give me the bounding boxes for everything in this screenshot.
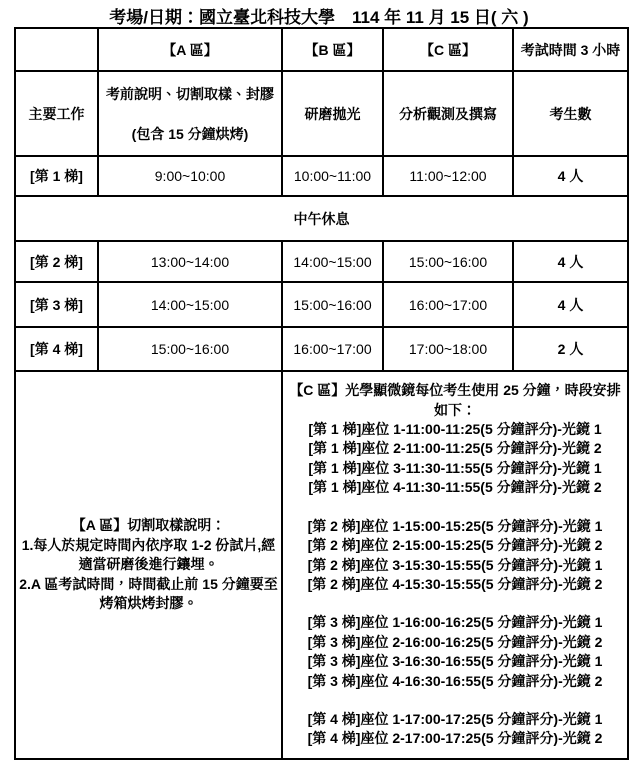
- batch-2-row: [15, 241, 628, 282]
- schedule-line: [第 2 梯]座位 4-15:30-15:55(5 分鐘評分)-光鏡 2: [307, 575, 603, 592]
- schedule-line: [第 2 梯]座位 1-15:00-15:25(5 分鐘評分)-光鏡 1: [307, 517, 603, 534]
- exam-schedule-table: [14, 27, 629, 760]
- zone-c-note-cell: [282, 371, 628, 759]
- zone-c-batch-3-schedule: [285, 613, 625, 691]
- batch-1-count: 4 人: [513, 156, 628, 196]
- batch-1-zone-a-time: 9:00~10:00: [98, 156, 282, 196]
- batch-4-row: [15, 327, 628, 371]
- schedule-line: [第 1 梯]座位 3-11:30-11:55(5 分鐘評分)-光鏡 1: [308, 459, 602, 476]
- batch-4-label: [第 4 梯]: [15, 327, 98, 371]
- zone-a-note-title: 【A 區】切割取樣說明：: [71, 517, 226, 534]
- schedule-line: [第 3 梯]座位 3-16:30-16:55(5 分鐘評分)-光鏡 1: [307, 653, 603, 670]
- work-zone-c-cell: 分析觀測及撰寫: [383, 71, 513, 156]
- batch-2-count: 4 人: [513, 241, 628, 282]
- schedule-line: [第 2 梯]座位 3-15:30-15:55(5 分鐘評分)-光鏡 1: [307, 556, 603, 573]
- schedule-line: [第 3 梯]座位 2-16:00-16:25(5 分鐘評分)-光鏡 2: [307, 633, 603, 650]
- header-zone-c-cell: 【C 區】: [383, 28, 513, 71]
- batch-2-zone-c-time: 15:00~16:00: [383, 241, 513, 282]
- schedule-line: [第 2 梯]座位 2-15:00-15:25(5 分鐘評分)-光鏡 2: [307, 537, 603, 554]
- zone-c-note-intro: 【C 區】光學顯微鏡每位考生使用 25 分鐘，時段安排如下：: [289, 382, 621, 418]
- work-zone-b-cell: 研磨拋光: [282, 71, 383, 156]
- batch-4-zone-c-time: 17:00~18:00: [383, 327, 513, 371]
- notes-row: [15, 371, 628, 759]
- batch-3-label: [第 3 梯]: [15, 282, 98, 327]
- batch-3-zone-a-time: 14:00~15:00: [98, 282, 282, 327]
- work-zone-a-cell: [98, 71, 282, 156]
- page-title: 考場/日期：國立臺北科技大學 114 年 11 月 15 日( 六 ): [109, 8, 529, 27]
- header-duration-cell: 考試時間 3 小時: [513, 28, 628, 71]
- batch-3-row: [15, 282, 628, 327]
- batch-3-zone-c-time: 16:00~17:00: [383, 282, 513, 327]
- batch-2-zone-a-time: 13:00~14:00: [98, 241, 282, 282]
- zone-a-note-item-2: 2.A 區考試時間，時間截止前 15 分鐘要至烤箱烘烤封膠。: [19, 575, 278, 612]
- schedule-line: [第 3 梯]座位 1-16:00-16:25(5 分鐘評分)-光鏡 1: [307, 614, 603, 631]
- schedule-line: [第 1 梯]座位 4-11:30-11:55(5 分鐘評分)-光鏡 2: [308, 479, 602, 496]
- schedule-line: [第 1 梯]座位 1-11:00-11:25(5 分鐘評分)-光鏡 1: [308, 421, 602, 438]
- batch-4-zone-b-time: 16:00~17:00: [282, 327, 383, 371]
- batch-1-zone-c-time: 11:00~12:00: [383, 156, 513, 196]
- batch-4-zone-a-time: 15:00~16:00: [98, 327, 282, 371]
- batch-1-label: [第 1 梯]: [15, 156, 98, 196]
- work-zone-a-line1: 考前說明、切割取樣、封膠: [106, 85, 274, 102]
- lunch-break-cell: 中午休息: [15, 196, 628, 241]
- lunch-break-row: [15, 196, 628, 241]
- zone-a-note-cell: [15, 371, 282, 759]
- work-row-label: 主要工作: [15, 71, 98, 156]
- schedule-line: [第 3 梯]座位 4-16:30-16:55(5 分鐘評分)-光鏡 2: [307, 672, 603, 689]
- header-corner-cell: [15, 28, 98, 71]
- batch-3-count: 4 人: [513, 282, 628, 327]
- batch-1-zone-b-time: 10:00~11:00: [282, 156, 383, 196]
- batch-4-count: 2 人: [513, 327, 628, 371]
- zone-a-note-item-1: 1.每人於規定時間內依序取 1-2 份試片,經適當研磨後進行鑲埋。: [21, 536, 276, 573]
- header-row: [15, 28, 628, 71]
- batch-1-row: [15, 156, 628, 196]
- batch-3-zone-b-time: 15:00~16:00: [282, 282, 383, 327]
- work-count-header-cell: 考生數: [513, 71, 628, 156]
- zone-c-batch-2-schedule: [285, 517, 625, 595]
- work-zone-a-line2: (包含 15 分鐘烘烤): [131, 125, 249, 142]
- schedule-line: [第 4 梯]座位 2-17:00-17:25(5 分鐘評分)-光鏡 2: [307, 730, 603, 747]
- schedule-line: [第 4 梯]座位 1-17:00-17:25(5 分鐘評分)-光鏡 1: [307, 710, 603, 727]
- main-work-row: [15, 71, 628, 156]
- batch-2-zone-b-time: 14:00~15:00: [282, 241, 383, 282]
- zone-c-batch-4-schedule: [285, 710, 625, 749]
- header-zone-b-cell: 【B 區】: [282, 28, 383, 71]
- batch-2-label: [第 2 梯]: [15, 241, 98, 282]
- schedule-line: [第 1 梯]座位 2-11:00-11:25(5 分鐘評分)-光鏡 2: [308, 440, 602, 457]
- zone-c-batch-1-schedule: [285, 420, 625, 498]
- header-zone-a-cell: 【A 區】: [98, 28, 282, 71]
